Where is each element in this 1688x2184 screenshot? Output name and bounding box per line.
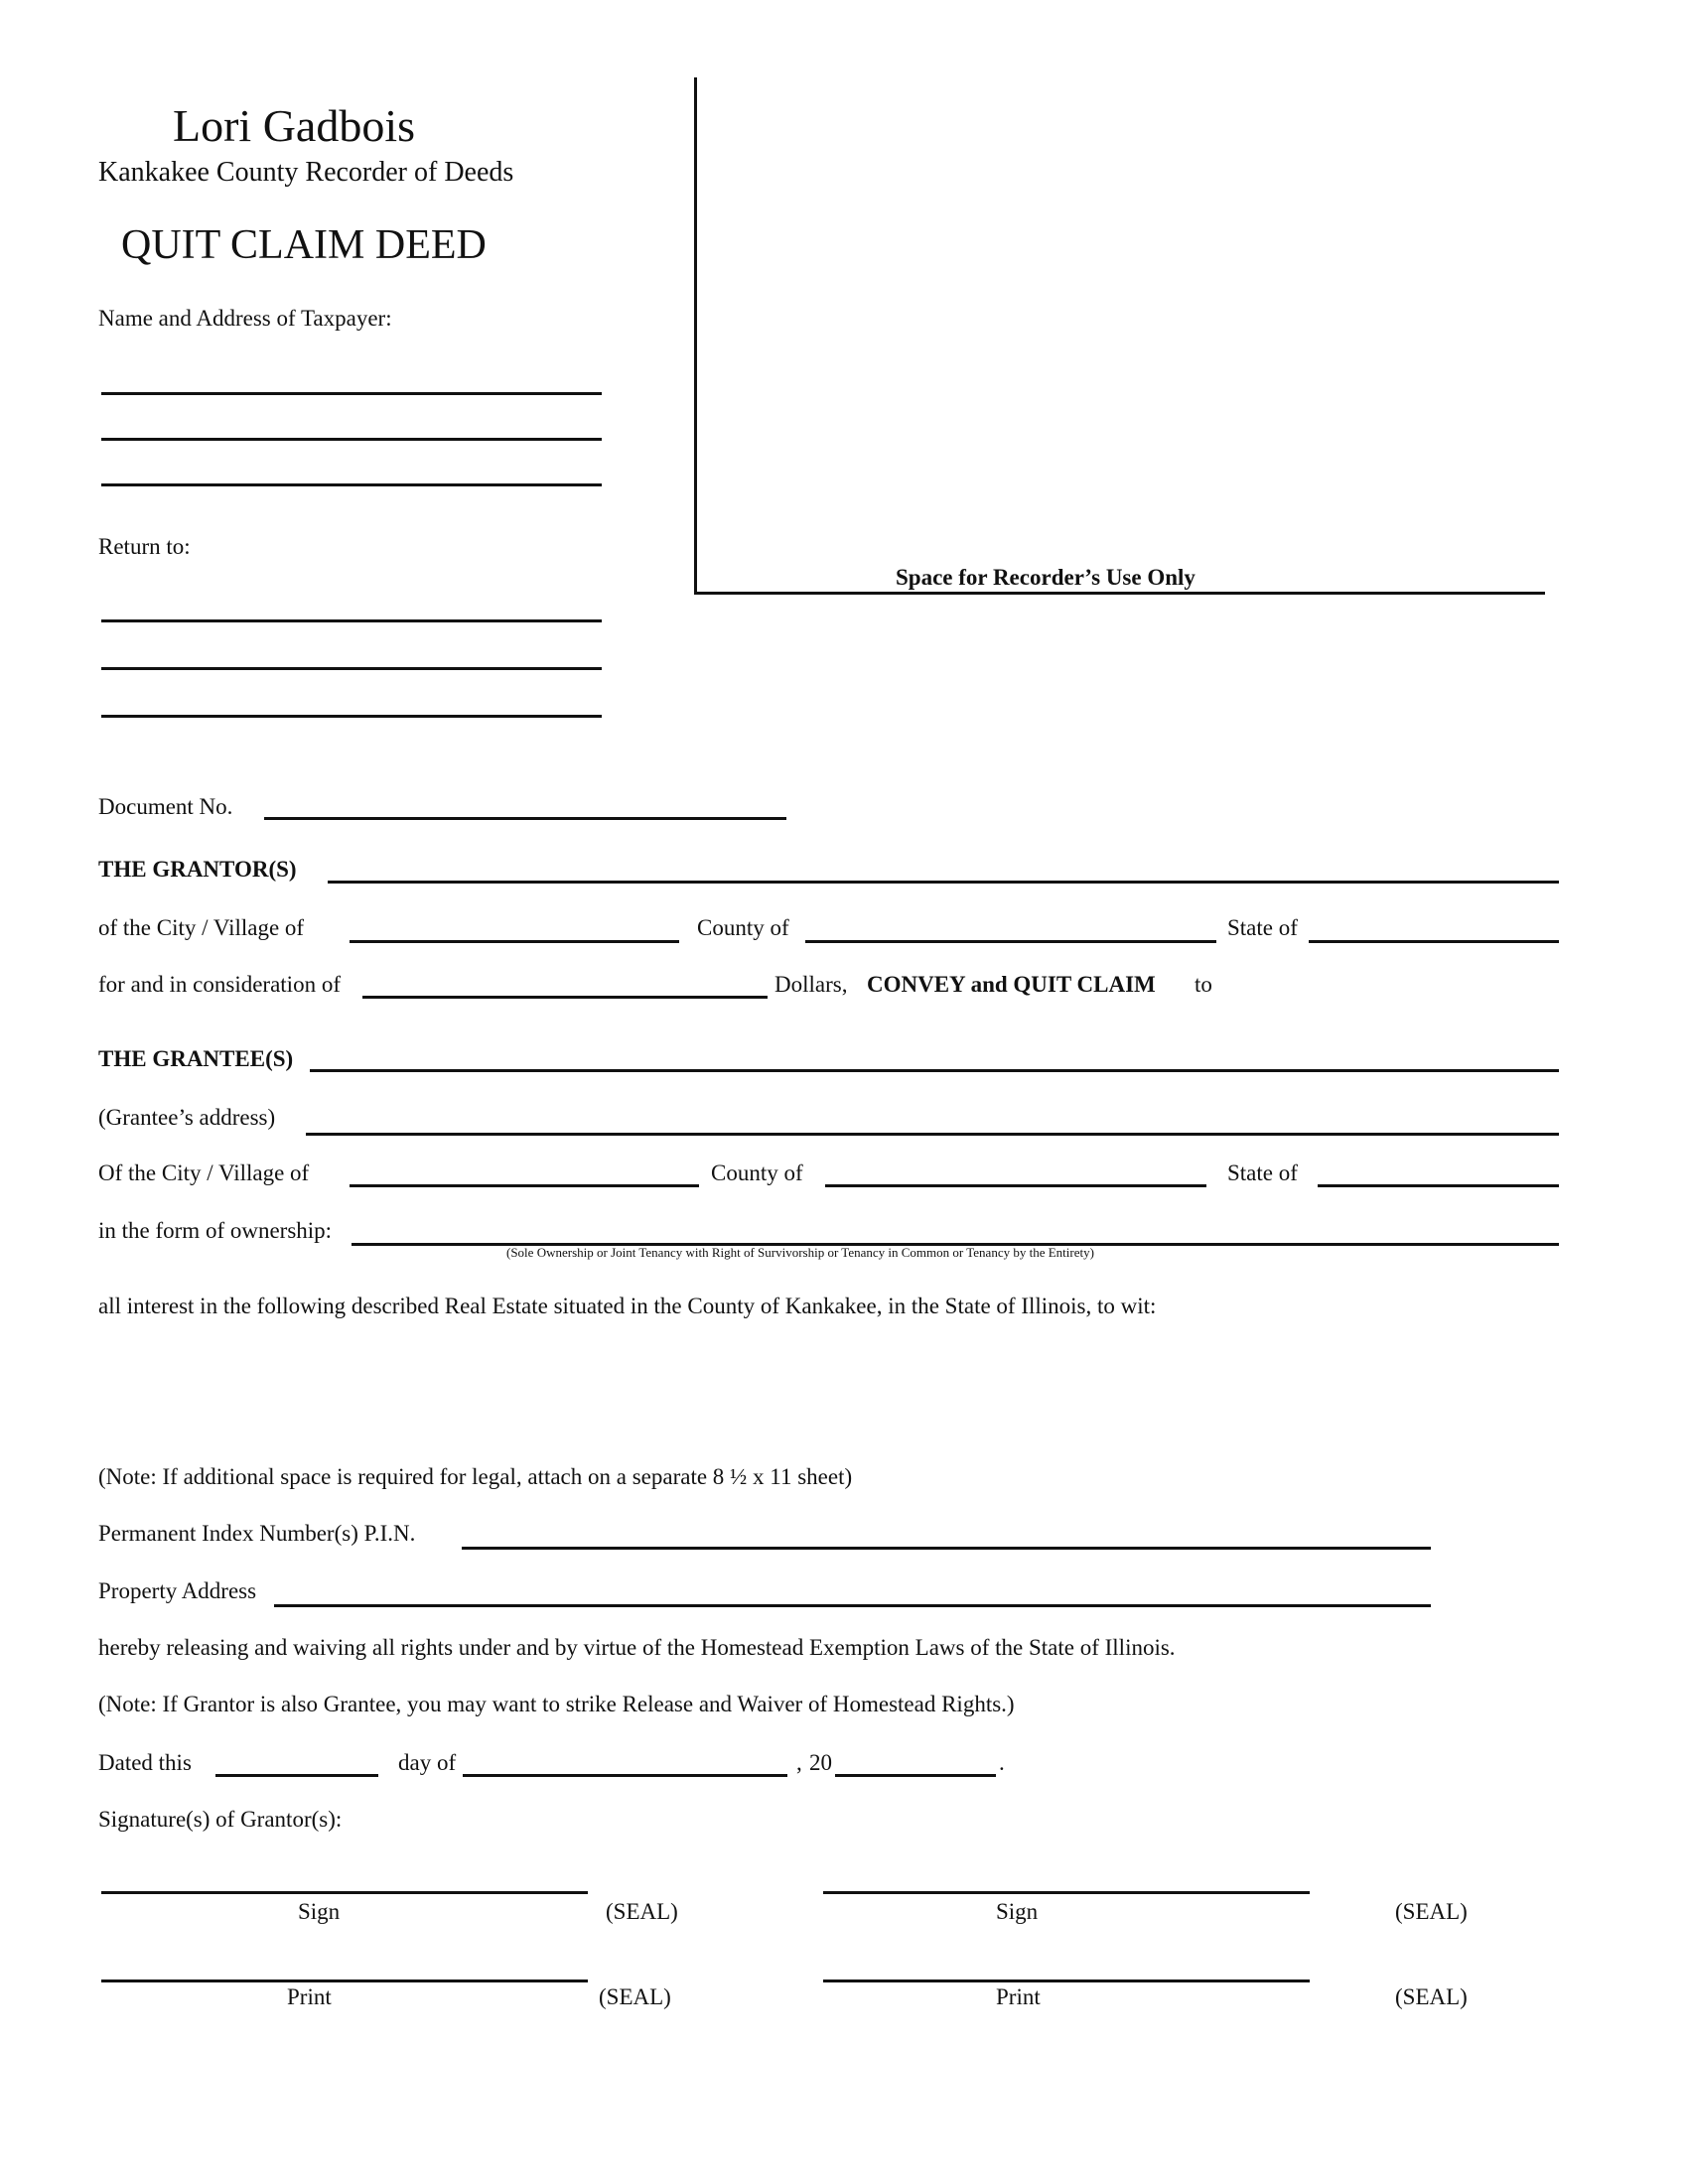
grantor-county-field[interactable] xyxy=(805,913,1216,943)
sign-label-right: Sign xyxy=(996,1899,1039,1924)
consideration-label: for and in consideration of xyxy=(98,972,341,997)
return-to-line-2[interactable] xyxy=(101,640,602,670)
homestead-text: hereby releasing and waiving all rights under and by virtue of the Homestead Exemption Laws of the State of Illinois. xyxy=(98,1635,1176,1660)
convey-quit-claim-label: CONVEY and QUIT CLAIM xyxy=(867,972,1156,997)
grantor-state-field[interactable] xyxy=(1309,913,1559,943)
signature-line-left-sign[interactable] xyxy=(101,1891,588,1894)
seal-label-left-sign: (SEAL) xyxy=(606,1899,678,1924)
ownership-label: in the form of ownership: xyxy=(98,1218,333,1243)
year-prefix: 20 xyxy=(809,1750,832,1775)
recorder-title: Kankakee County Recorder of Deeds xyxy=(98,157,514,188)
grantor-city-field[interactable] xyxy=(350,913,679,943)
recorder-box-label: Space for Recorder’s Use Only xyxy=(896,565,1196,590)
sign-label-left: Sign xyxy=(298,1899,341,1924)
return-to-line-3[interactable] xyxy=(101,688,602,718)
day-of-label: day of xyxy=(398,1750,457,1775)
dated-month-field[interactable] xyxy=(463,1747,787,1777)
print-label-left: Print xyxy=(287,1984,332,2009)
grantor-state-label: State of xyxy=(1227,915,1298,940)
print-label-right: Print xyxy=(996,1984,1041,2009)
return-to-line-1[interactable] xyxy=(101,593,602,622)
grantee-state-field[interactable] xyxy=(1318,1158,1559,1187)
dated-day-field[interactable] xyxy=(215,1747,378,1777)
grantee-county-field[interactable] xyxy=(825,1158,1206,1187)
grantee-address-label: (Grantee’s address) xyxy=(98,1105,276,1130)
legal-description-area[interactable] xyxy=(98,1335,1562,1448)
seal-label-right-sign: (SEAL) xyxy=(1395,1899,1468,1924)
dated-period: . xyxy=(999,1750,1005,1775)
signature-line-right-sign[interactable] xyxy=(823,1891,1310,1894)
pin-label: Permanent Index Number(s) P.I.N. xyxy=(98,1521,416,1546)
grantor-field[interactable] xyxy=(328,854,1559,884)
seal-label-right-print: (SEAL) xyxy=(1395,1984,1468,2009)
recorder-name: Lori Gadbois xyxy=(173,100,416,151)
real-estate-text: all interest in the following described Real Estate situated in the County of Kankakee, in the State of Illinois, to wit: xyxy=(98,1294,1157,1318)
property-address-field[interactable] xyxy=(274,1577,1431,1607)
grantor-city-label: of the City / Village of xyxy=(98,915,305,940)
homestead-note: (Note: If Grantor is also Grantee, you may want to strike Release and Waiver of Homestead Rights.) xyxy=(98,1692,1015,1716)
signatures-label: Signature(s) of Grantor(s): xyxy=(98,1807,343,1832)
form-title: QUIT CLAIM DEED xyxy=(121,222,487,268)
taxpayer-line-1[interactable] xyxy=(101,365,602,395)
property-address-label: Property Address xyxy=(98,1578,257,1603)
grantor-county-label: County of xyxy=(697,915,789,940)
legal-note: (Note: If additional space is required for legal, attach on a separate 8 ½ x 11 sheet) xyxy=(98,1464,853,1489)
taxpayer-line-2[interactable] xyxy=(101,411,602,441)
signature-line-left-print[interactable] xyxy=(101,1979,588,1982)
grantee-label: THE GRANTEE(S) xyxy=(98,1046,294,1071)
seal-label-left-print: (SEAL) xyxy=(599,1984,671,2009)
dollars-label: Dollars, xyxy=(774,972,848,997)
document-no-label: Document No. xyxy=(98,794,233,819)
ownership-hint: (Sole Ownership or Joint Tenancy with Right of Survivorship or Tenancy in Common or Tenancy by the Entirety) xyxy=(506,1245,1094,1260)
grantee-field[interactable] xyxy=(310,1042,1559,1072)
ownership-field[interactable] xyxy=(352,1216,1559,1246)
dated-this-label: Dated this xyxy=(98,1750,192,1775)
taxpayer-label: Name and Address of Taxpayer: xyxy=(98,306,392,331)
document-no-field[interactable] xyxy=(264,790,786,820)
grantor-label: THE GRANTOR(S) xyxy=(98,857,297,882)
grantee-county-label: County of xyxy=(711,1160,803,1185)
taxpayer-line-3[interactable] xyxy=(101,457,602,486)
return-to-label: Return to: xyxy=(98,534,191,559)
grantee-city-field[interactable] xyxy=(350,1158,699,1187)
dated-year-field[interactable] xyxy=(835,1747,996,1777)
signature-line-right-print[interactable] xyxy=(823,1979,1310,1982)
dated-comma: , xyxy=(796,1750,802,1775)
recorder-box-bottom-border xyxy=(694,592,1545,595)
recorder-box-left-border xyxy=(694,77,697,594)
grantee-address-field[interactable] xyxy=(306,1106,1559,1136)
consideration-field[interactable] xyxy=(362,969,768,999)
pin-field[interactable] xyxy=(462,1520,1431,1550)
to-label: to xyxy=(1195,972,1212,997)
grantee-state-label: State of xyxy=(1227,1160,1298,1185)
grantee-city-label: Of the City / Village of xyxy=(98,1160,310,1185)
